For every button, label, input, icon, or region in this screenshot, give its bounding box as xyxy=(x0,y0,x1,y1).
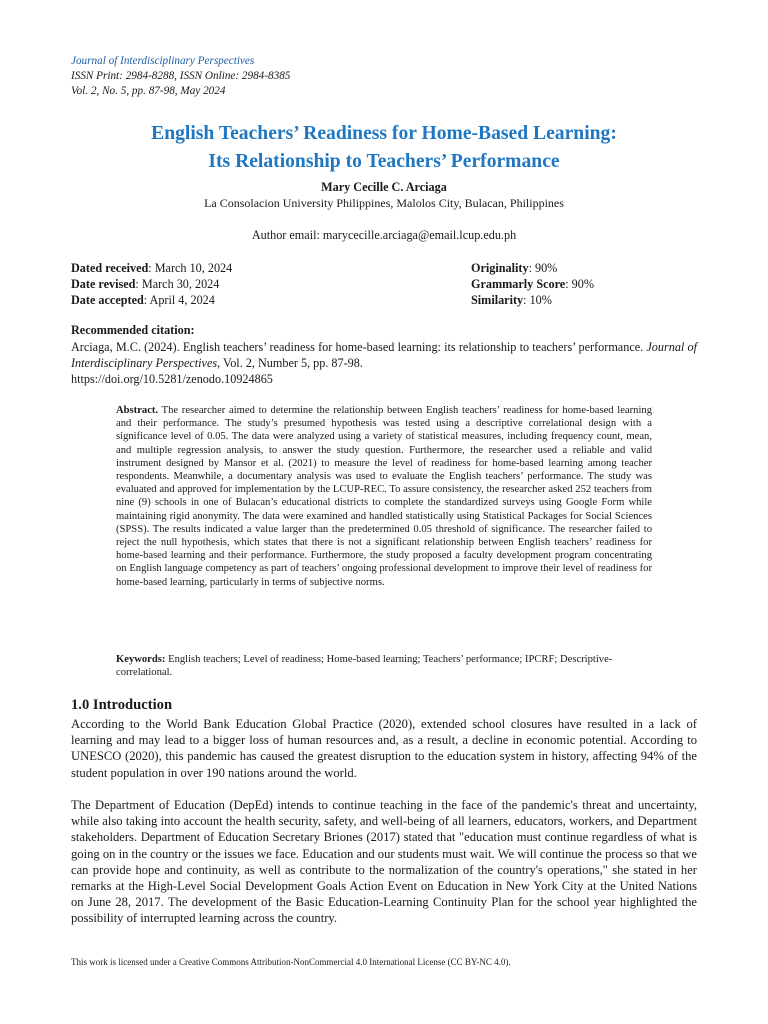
introduction-paragraph-1: According to the World Bank Education Global Practice (2020), extended school closures have resulted in a lack of learning and may lead to a bigger loss of human resources and, as a result, a decline in economic potential. According to UNESCO (2020), this pandemic has caused the greatest disruption to the education system in history, affecting 94% of the student population in over 190 nations around the world. xyxy=(71,717,697,780)
date-accepted-value: : April 4, 2024 xyxy=(143,293,215,307)
citation-doi-link[interactable]: https://doi.org/10.5281/zenodo.10924865 xyxy=(71,372,273,386)
score-originality-value: : 90% xyxy=(528,261,558,275)
author-name: Mary Cecille C. Arciaga xyxy=(321,180,447,194)
score-similarity xyxy=(471,292,711,308)
score-grammarly-value: : 90% xyxy=(565,277,594,291)
score-originality xyxy=(471,260,711,276)
journal-issn: ISSN Print: 2984-8288, ISSN Online: 2984-8385 xyxy=(71,70,291,82)
date-revised xyxy=(71,276,411,292)
journal-issue: Vol. 2, No. 5, pp. 87-98, May 2024 xyxy=(71,85,226,97)
paper-title xyxy=(60,120,708,176)
introduction-heading: 1.0 Introduction xyxy=(71,697,173,713)
keywords xyxy=(116,653,652,679)
scores-block xyxy=(471,260,711,308)
score-originality-label: Originality xyxy=(471,261,529,275)
abstract-text: The researcher aimed to determine the relationship between English teachers’ readiness for home-based learning and their performance. The study’s presumed hypothesis was tested using a descriptive correlational design with a significance level of 0.05. The data were analyzed using a variety of statistical measures, including frequency count, mean, and multiple regression analysis, to answer the study question. Furthermore, the researcher used a reliable and valid instrument designed by Mansor et al. (2021) to measure the level of readiness for home-based learning among teacher respondents. Meanwhile, a documentary analysis was used to evaluate the English teachers’ performance. The study was evaluated and approved for implementation by the LCUP-REC. To assure consistency, the researcher asked 252 teachers from nine (9) schools in one of Bulacan’s educational districts to complete the standardized surveys using Google Form while maintaining rigid anonymity. The data were examined and handled statistically using Statistical Packages for Social Sciences (SPSS). The results indicated a value larger than the predetermined 0.05 threshold of significance. The researcher failed to reject the null hypothesis, which states that there is not a significant relationship between English teachers’ readiness for home-based learning and their performance. Furthermore, the study proposed a faculty development program concentrating on English language competency as part of teachers’ ongoing professional development to improve their level of readiness for home-based learning, particularly in terms of subjective norms. xyxy=(116,405,652,588)
date-accepted-label: Date accepted xyxy=(71,293,144,307)
score-similarity-value: : 10% xyxy=(523,293,552,307)
citation-text xyxy=(71,339,697,387)
date-received-label: Dated received xyxy=(71,261,149,275)
citation-after: , Vol. 2, Number 5, pp. 87-98. xyxy=(217,356,363,370)
author-email: Author email: marycecille.arciaga@email.lcup.edu.ph xyxy=(251,228,517,242)
title-line-1: English Teachers’ Readiness for Home-Based Learning: xyxy=(151,123,617,144)
date-accepted xyxy=(71,292,411,308)
citation-before: Arciaga, M.C. (2024). English teachers’ readiness for home-based learning: its relationship to teachers’ performance. xyxy=(71,340,647,354)
keywords-text: English teachers; Level of readiness; Home-based learning; Teachers’ performance; IPCRF; Descriptive-correlational. xyxy=(116,654,613,679)
citation-heading: Recommended citation: xyxy=(71,323,195,337)
license-footer: This work is licensed under a Creative Commons Attribution-NonCommercial 4.0 International License (CC BY-NC 4.0). xyxy=(71,957,511,967)
date-received xyxy=(71,260,411,276)
score-similarity-label: Similarity xyxy=(471,293,524,307)
journal-header xyxy=(71,54,701,99)
title-line-2: Its Relationship to Teachers’ Performance xyxy=(208,151,560,172)
citation-journal: Journal of Interdisciplinary Perspectives xyxy=(71,340,697,370)
abstract xyxy=(116,404,652,589)
abstract-label: Abstract. xyxy=(116,405,159,416)
introduction-paragraph-2: The Department of Education (DepEd) intends to continue teaching in the face of the pandemic's threat and uncertainty, while also taking into account the health security, safety, and well-being of all learners, educators, workers, and Department stakeholders. Department of Education Secretary Briones (2017) stated that "education must continue regardless of what is going on in the country or the issues we face. Education and our students must wait. We will continue the process so that we can provide hope and continuity, as well as contribute to the normalization of the country's operations," she stated in her remarks at the High-Level Social Development Goals Action Event on Education in New York City at the United Nations on June 28, 2017. The development of the Basic Education-Learning Continuity Plan for the school year highlighted the possibility of interrupted learning across the country. xyxy=(71,798,697,926)
date-revised-value: : March 30, 2024 xyxy=(135,277,220,291)
score-grammarly-label: Grammarly Score xyxy=(471,277,566,291)
dates-block xyxy=(71,260,411,308)
date-revised-label: Date revised xyxy=(71,277,136,291)
date-received-value: : March 10, 2024 xyxy=(148,261,233,275)
author-affiliation: La Consolacion University Philippines, Malolos City, Bulacan, Philippines xyxy=(204,196,564,210)
journal-name: Journal of Interdisciplinary Perspectives xyxy=(71,55,255,67)
keywords-label: Keywords: xyxy=(116,654,166,665)
score-grammarly xyxy=(471,276,711,292)
